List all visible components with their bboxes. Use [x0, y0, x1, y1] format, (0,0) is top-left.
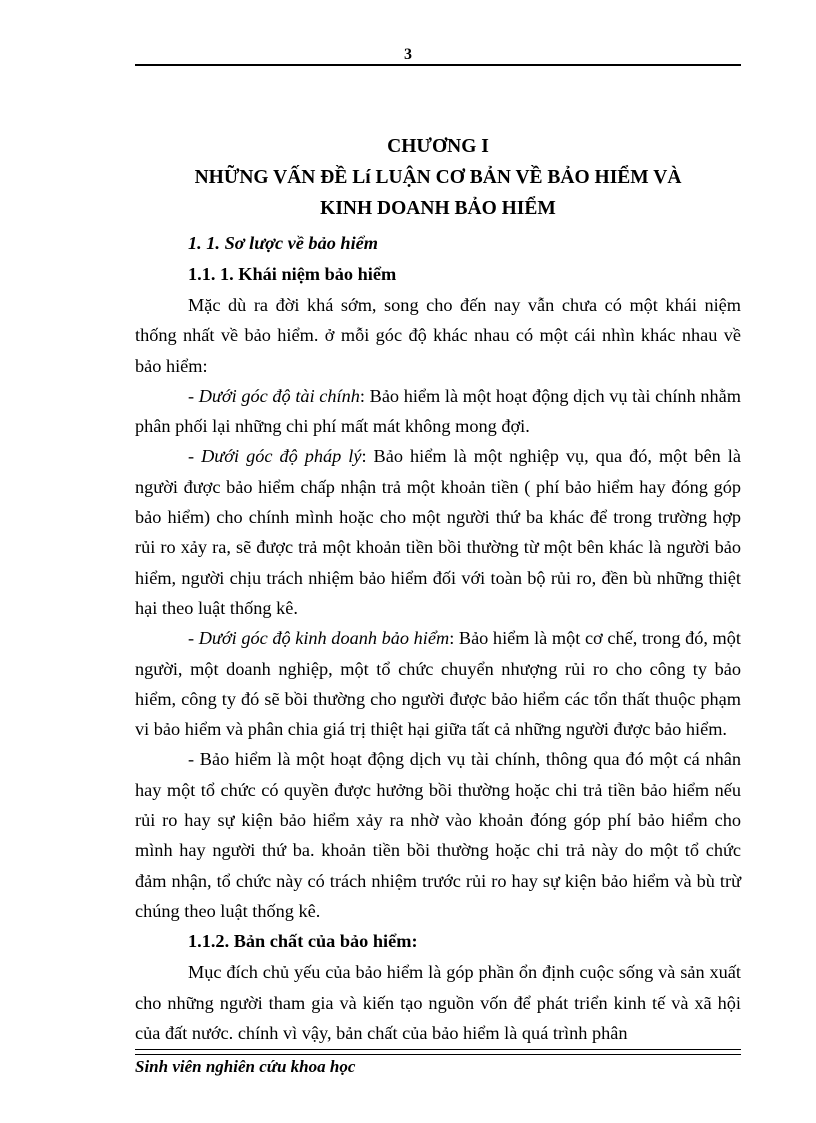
paragraph-financial: [135, 381, 741, 442]
page-number: 3: [404, 46, 412, 63]
chapter-title-line1: NHỮNG VẤN ĐỀ Lí LUẬN CƠ BẢN VỀ BẢO HIỂM VÀ: [194, 167, 682, 188]
footer-rule-bottom: [135, 1054, 741, 1055]
section-heading-1-1-1: 1.1. 1. Khái niệm bảo hiểm: [188, 264, 397, 284]
paragraph-legal: [135, 441, 741, 623]
paragraph-definition: - Bảo hiểm là một hoạt động dịch vụ tài chính, thông qua đó một cá nhân hay một tổ chức có quyền được hưởng bồi thường hoặc chi trả tiền bảo hiểm nếu rủi ro hay sự kiện bảo hiểm xảy ra nhờ vào khoản đóng góp phí bảo hiểm cho mình hay người thứ ba. khoản tiền bồi thường hoặc chi trả này do một tổ chức đảm nhận, tổ chức này có trách nhiệm trước rủi ro hay sự kiện bảo hiểm và bù trừ chúng theo luật thống kê.: [135, 749, 741, 921]
chapter-label: CHƯƠNG I: [387, 136, 489, 157]
paragraph-financial-text: : Bảo hiểm là một hoạt động dịch vụ tài chính nhằm phân phối lại những chi phí mất mát không mong đợi.: [135, 385, 741, 437]
section-heading-1-1: 1. 1. Sơ lược về bảo hiểm: [188, 233, 379, 253]
chapter-heading: [135, 131, 741, 224]
chapter-title-line2: KINH DOANH BẢO HIỂM: [320, 198, 556, 219]
bullet-dash: -: [188, 446, 202, 467]
bullet-dash: -: [188, 628, 199, 649]
footer-text: Sinh viên nghiên cứu khoa học: [135, 1057, 356, 1076]
paragraph-business: [135, 623, 741, 744]
paragraph-legal-text: : Bảo hiểm là một nghiệp vụ, qua đó, một bên là người được bảo hiểm chấp nhận trả một khoản tiền ( phí bảo hiểm hay đóng góp bảo hiểm) cho chính mình hoặc cho một người thứ ba khác để trong trường hợp rủi ro xảy ra, sẽ được trả một khoản tiền bồi thường từ một bên khác là người bảo hiểm, người chịu trách nhiệm bảo hiểm đối với toàn bộ rủi ro, đền bù những thiệt hại theo luật thống kê.: [135, 446, 741, 618]
term-legal: Dưới góc độ pháp lý: [201, 446, 362, 467]
bullet-dash: -: [188, 385, 199, 406]
document-body: [135, 228, 741, 1048]
paragraph-business-text: : Bảo hiểm là một cơ chế, trong đó, một người, một doanh nghiệp, một tổ chức chuyển nhượng rủi ro cho công ty bảo hiểm, công ty đó sẽ bồi thường cho người được bảo hiểm các tổn thất thuộc phạm vi bảo hiểm và phân chia giá trị thiệt hại giữa tất cả những người được bảo hiểm.: [135, 628, 741, 740]
paragraph-intro: Mặc dù ra đời khá sớm, song cho đến nay vẫn chưa có một khái niệm thống nhất về bảo hiểm. ở mỗi góc độ khác nhau có một cái nhìn khác nhau về bảo hiểm:: [135, 295, 741, 376]
section-heading-1-1-2: 1.1.2. Bản chất của bảo hiểm:: [188, 931, 418, 952]
header-rule: [135, 64, 741, 66]
footer-rule-top: [135, 1049, 741, 1050]
term-business: Dưới góc độ kinh doanh bảo hiểm: [198, 628, 450, 649]
paragraph-nature: Mục đích chủ yếu của bảo hiểm là góp phần ổn định cuộc sống và sản xuất cho những người tham gia và kiến tạo nguồn vốn để phát triển kinh tế và xã hội của đất nước. chính vì vậy, bản chất của bảo hiểm là quá trình phân: [135, 962, 741, 1043]
term-financial: Dưới góc độ tài chính: [198, 385, 360, 406]
